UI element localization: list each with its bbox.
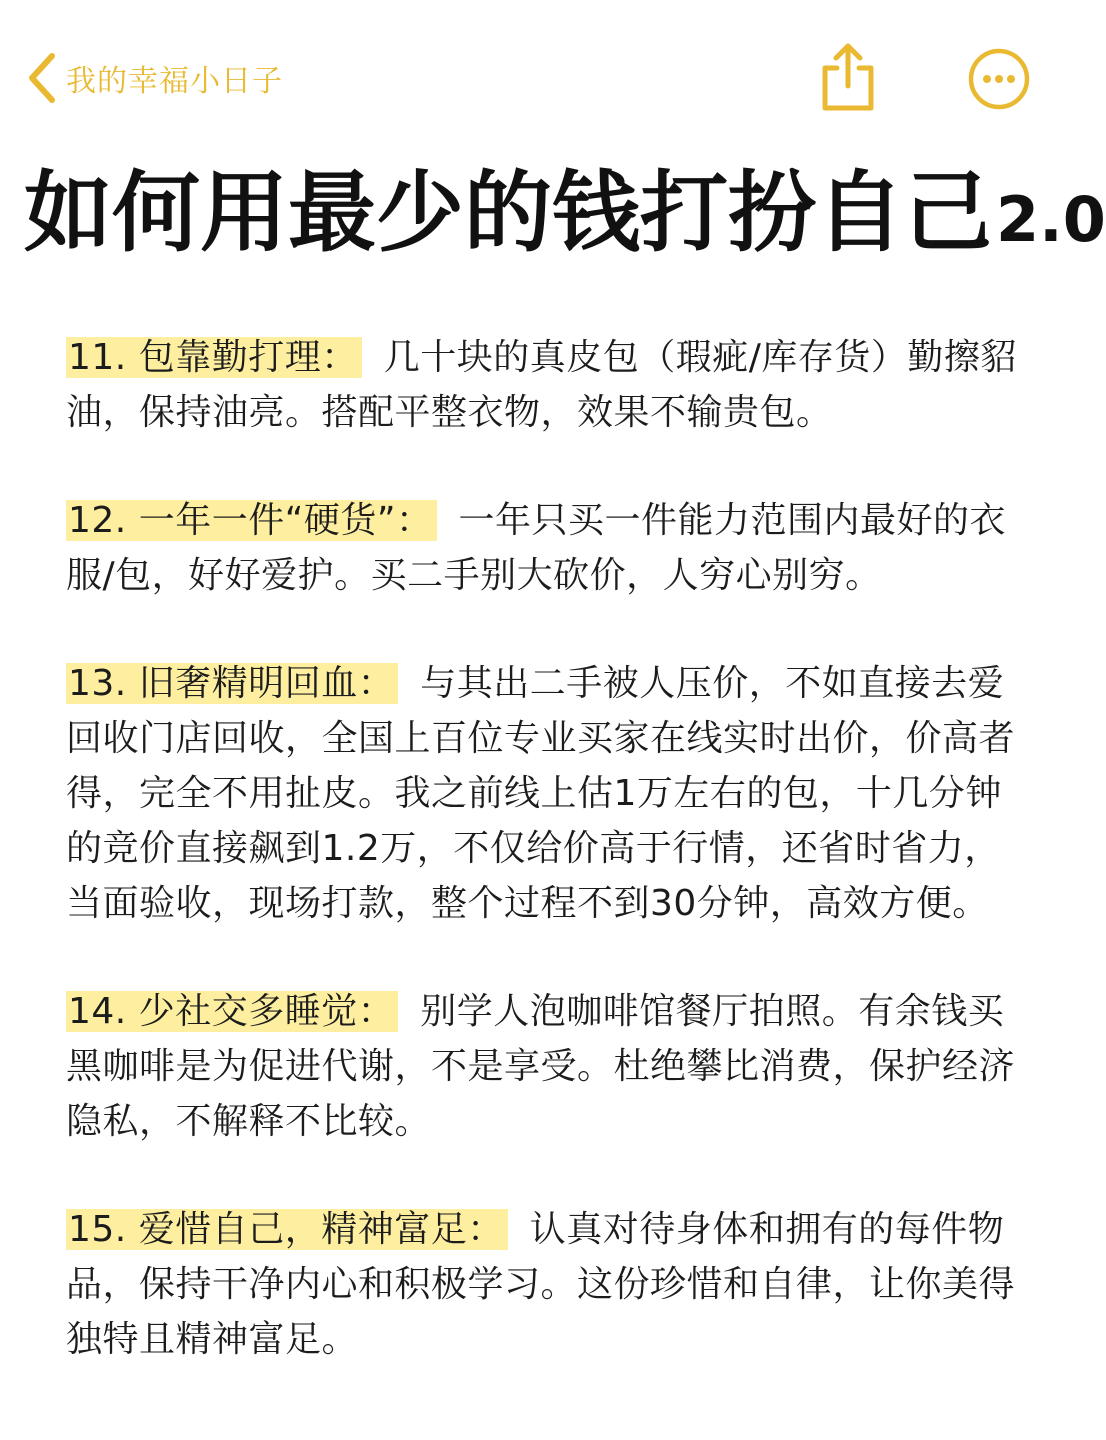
tip-heading: 11. 包靠勤打理： [66,337,362,378]
chevron-left-icon [22,48,62,108]
more-dots-icon [967,47,1031,111]
page-title [24,158,1106,275]
share-button[interactable] [815,38,881,114]
tip-item-15 [66,1202,1020,1367]
tip-body: 别学人泡咖啡馆餐厅拍照。有余钱买黑咖啡是为促进代谢，不是享受。杜绝攀比消费，保护经济隐私，不解释不比较。 [66,991,1016,1142]
tip-body: 与其出二手被人压价，不如直接去爱回收门店回收，全国上百位专业买家在线实时出价，价高者得，完全不用扯皮。我之前线上估1万左右的包，十几分钟的竞价直接飙到1.2万，不仅给价高于行情，还省时省力，当面验收，现场打款，整个过程不到30分钟，高效方便。 [66,663,1016,924]
tip-item-12 [66,493,1020,603]
tips-list [66,330,1020,1367]
tip-item-14 [66,984,1020,1149]
share-icon [815,38,881,114]
tip-heading: 13. 旧奢精明回血： [66,663,398,704]
page-title-version: 2.0 [996,183,1106,256]
page-title-main: 如何用最少的钱打扮自己 [24,161,993,264]
tip-body: 认真对待身体和拥有的每件物品，保持干净内心和积极学习。这份珍惜和自律，让你美得独特且精神富足。 [66,1209,1016,1360]
tip-body: 几十块的真皮包（瑕疵/库存货）勤擦貂油，保持油亮。搭配平整衣物，效果不输贵包。 [66,337,1017,433]
tip-item-13 [66,656,1020,931]
back-button[interactable] [22,48,283,108]
tip-heading: 15. 爱惜自己，精神富足： [66,1209,508,1250]
tip-heading: 12. 一年一件“硬货”： [66,500,437,541]
top-nav-bar [0,0,1080,150]
back-button-label: 我的幸福小日子 [66,64,283,99]
tip-body: 一年只买一件能力范围内最好的衣服/包，好好爱护。买二手别大砍价，人穷心别穷。 [66,500,1007,596]
more-options-button[interactable] [967,47,1031,111]
tip-item-11 [66,330,1020,440]
tip-heading: 14. 少社交多睡觉： [66,991,398,1032]
